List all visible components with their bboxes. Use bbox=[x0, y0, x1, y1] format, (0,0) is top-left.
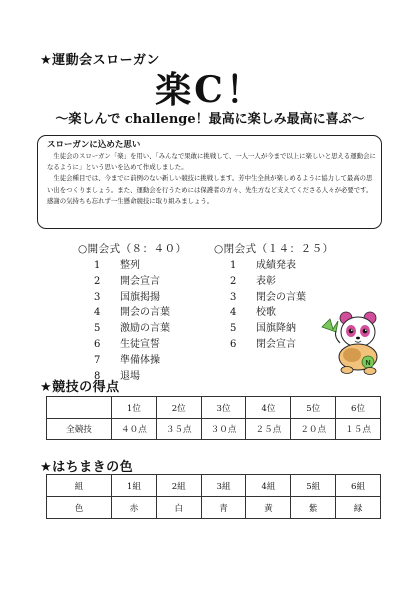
mascot-badge: N bbox=[365, 360, 371, 367]
program-item: 4 校歌 bbox=[230, 307, 276, 319]
table-cell: ２０点 bbox=[291, 419, 336, 440]
table-cell: 組 bbox=[47, 475, 112, 497]
program-item: 1 整列 bbox=[94, 260, 140, 271]
table-cell: 6位 bbox=[336, 397, 381, 419]
program-item: 7 準備体操 bbox=[94, 354, 160, 366]
program-item: 6 生徒宣誓 bbox=[94, 338, 160, 350]
table-cell: 2組 bbox=[156, 475, 201, 497]
program-item: 8 退場 bbox=[94, 370, 140, 382]
program-item: 2 開会宣言 bbox=[94, 275, 160, 287]
slogan-heading: ★運動会スローガン bbox=[40, 53, 160, 68]
intent-paragraph: 生徒会種目では、今までに前例のない新しい競技に挑戦します。芳中生全員が楽しめるように協力して最高の思い出をつくりましょう。また、運動会を行うためには保護者の方々、先生方など支えてくださる人々が必要です。感謝の気持ちも忘れず一生懸命競技に取り組みましょう。 bbox=[47, 174, 373, 205]
table-cell: 6組 bbox=[336, 475, 381, 497]
table-row bbox=[47, 419, 381, 440]
table-cell: １５点 bbox=[336, 419, 381, 440]
program-item: 5 激励の言葉 bbox=[94, 323, 170, 335]
slogan-subtitle: ～楽しんで challenge！最高に楽しみ最高に喜ぶ～ bbox=[55, 112, 365, 127]
program-item: 2 表彰 bbox=[230, 275, 276, 287]
table-cell: 4位 bbox=[246, 397, 291, 419]
table-row bbox=[47, 497, 381, 519]
opening-ceremony bbox=[78, 241, 187, 384]
opening-heading: ○開会式（８：４０） bbox=[78, 243, 187, 255]
scores-heading: ★競技の得点 bbox=[40, 380, 120, 395]
table-row bbox=[47, 475, 381, 497]
program-item: 1 成績発表 bbox=[230, 260, 296, 271]
table-cell: 色 bbox=[47, 497, 112, 519]
table-cell: 緑 bbox=[336, 497, 381, 519]
table-cell: 3位 bbox=[201, 397, 246, 419]
panda-mascot-icon bbox=[318, 305, 386, 379]
table-cell: 3組 bbox=[201, 475, 246, 497]
intent-title: スローガンに込めた思い bbox=[47, 140, 141, 150]
headband-heading: ★はちまきの色 bbox=[40, 460, 134, 475]
table-cell: ３０点 bbox=[201, 419, 246, 440]
table-row bbox=[47, 397, 381, 419]
table-cell: 紫 bbox=[291, 497, 336, 519]
program-item: 4 開会の言葉 bbox=[94, 307, 170, 319]
table-cell: ４０点 bbox=[112, 419, 157, 440]
table-cell: 赤 bbox=[112, 497, 157, 519]
table-cell: ３５点 bbox=[156, 419, 201, 440]
headband-table bbox=[46, 474, 381, 519]
scores-table bbox=[46, 396, 381, 440]
closing-ceremony bbox=[214, 241, 334, 353]
program-item: 5 国旗降納 bbox=[230, 323, 296, 335]
table-cell: 4組 bbox=[246, 475, 291, 497]
table-cell: 青 bbox=[201, 497, 246, 519]
program-item: 3 閉会の言葉 bbox=[230, 291, 306, 303]
table-cell: 5位 bbox=[291, 397, 336, 419]
intent-text bbox=[47, 151, 377, 207]
table-cell: 5組 bbox=[291, 475, 336, 497]
program-item: 6 閉会宣言 bbox=[230, 338, 296, 350]
table-cell: 黄 bbox=[246, 497, 291, 519]
table-cell: 1組 bbox=[112, 475, 157, 497]
intent-paragraph: 生徒会のスローガン「楽」を用い、「みんなで果敢に挑戦して、一人一人が今まで以上に楽しいと思える運動会になるように」という思いを込めて作成しました。 bbox=[47, 152, 376, 172]
table-cell: 白 bbox=[156, 497, 201, 519]
slogan-title: 楽C！ bbox=[155, 69, 265, 111]
table-cell: 1位 bbox=[112, 397, 157, 419]
table-cell: 全競技 bbox=[47, 419, 112, 440]
table-cell: 2位 bbox=[156, 397, 201, 419]
table-cell: ２５点 bbox=[246, 419, 291, 440]
table-cell bbox=[47, 397, 112, 419]
closing-heading: ○閉会式（１４：２５） bbox=[214, 243, 334, 255]
program-item: 3 国旗掲揚 bbox=[94, 291, 160, 303]
